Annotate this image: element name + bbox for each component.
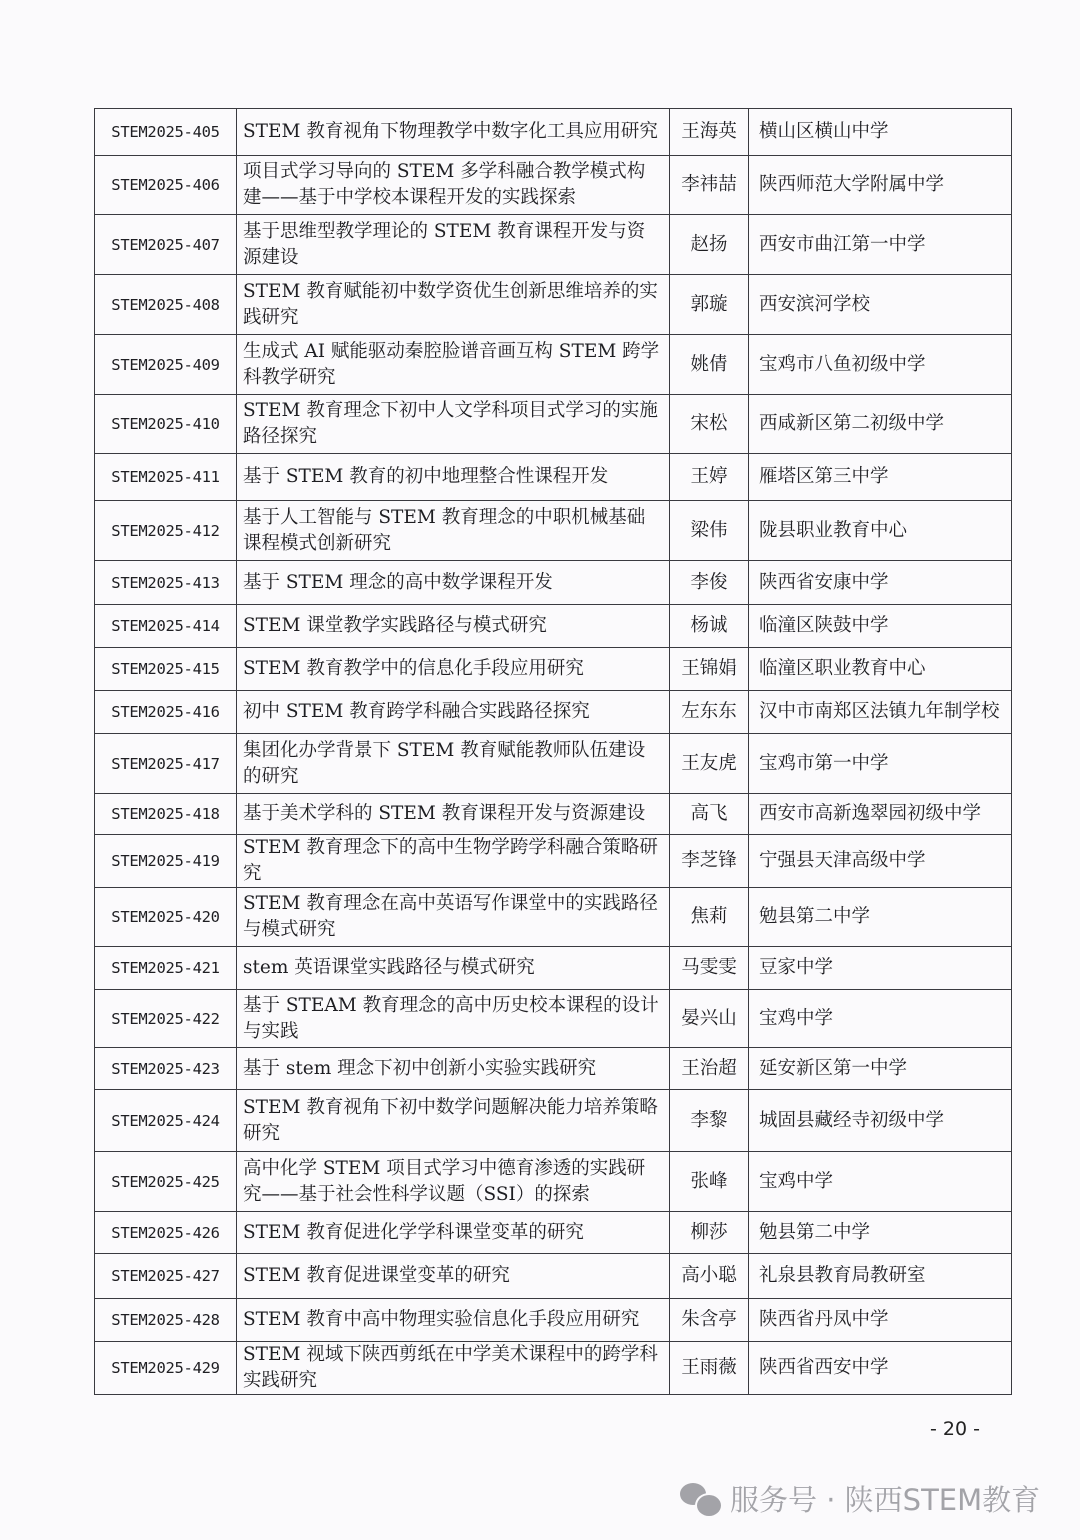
- project-title-cell: 基于 STEM 教育的初中地理整合性课程开发: [237, 454, 670, 501]
- school-cell: 宁强县天津高级中学: [749, 835, 1012, 888]
- project-id-cell: STEM2025-423: [95, 1048, 237, 1090]
- host-name-cell: 郭璇: [670, 275, 749, 335]
- host-name-cell: 李俊: [670, 561, 749, 605]
- school-cell: 宝鸡市八鱼初级中学: [749, 335, 1012, 395]
- school-cell: 临潼区职业教育中心: [749, 648, 1012, 691]
- school-cell: 陕西省西安中学: [749, 1342, 1012, 1395]
- project-title-cell: 初中 STEM 教育跨学科融合实践路径探究: [237, 691, 670, 734]
- host-name-cell: 朱含亭: [670, 1299, 749, 1342]
- project-title-cell: 基于思维型教学理论的 STEM 教育课程开发与资源建设: [237, 215, 670, 275]
- project-id-cell: STEM2025-408: [95, 275, 237, 335]
- table-row: [95, 275, 1012, 335]
- table-row: [95, 1342, 1012, 1395]
- table-row: [95, 648, 1012, 691]
- project-id-cell: STEM2025-417: [95, 734, 237, 794]
- project-id-cell: STEM2025-424: [95, 1090, 237, 1152]
- table-row: [95, 335, 1012, 395]
- table-row: [95, 454, 1012, 501]
- host-name-cell: 高飞: [670, 794, 749, 835]
- school-cell: 宝鸡市第一中学: [749, 734, 1012, 794]
- school-cell: 勉县第二中学: [749, 888, 1012, 947]
- table-row: [95, 156, 1012, 215]
- host-name-cell: 焦莉: [670, 888, 749, 947]
- host-name-cell: 王雨薇: [670, 1342, 749, 1395]
- host-name-cell: 左东东: [670, 691, 749, 734]
- project-title-cell: STEM 教育理念下初中人文学科项目式学习的实施路径探究: [237, 395, 670, 454]
- project-id-cell: STEM2025-405: [95, 109, 237, 156]
- table-row: [95, 835, 1012, 888]
- table-row: [95, 947, 1012, 990]
- table-row: [95, 395, 1012, 454]
- project-title-cell: STEM 教育促进化学学科课堂变革的研究: [237, 1212, 670, 1254]
- table-row: [95, 215, 1012, 275]
- project-id-cell: STEM2025-411: [95, 454, 237, 501]
- school-cell: 陇县职业教育中心: [749, 501, 1012, 561]
- table-row: [95, 109, 1012, 156]
- table-body: [95, 109, 1012, 1395]
- school-cell: 西咸新区第二初级中学: [749, 395, 1012, 454]
- host-name-cell: 宋松: [670, 395, 749, 454]
- project-title-cell: 基于 stem 理念下初中创新小实验实践研究: [237, 1048, 670, 1090]
- project-id-cell: STEM2025-406: [95, 156, 237, 215]
- school-cell: 礼泉县教育局教研室: [749, 1254, 1012, 1299]
- school-cell: 汉中市南郑区法镇九年制学校: [749, 691, 1012, 734]
- school-cell: 陕西省安康中学: [749, 561, 1012, 605]
- host-name-cell: 马雯雯: [670, 947, 749, 990]
- project-title-cell: 基于 STEAM 教育理念的高中历史校本课程的设计与实践: [237, 990, 670, 1048]
- wechat-icon: [680, 1481, 722, 1517]
- host-name-cell: 王锦娟: [670, 648, 749, 691]
- school-cell: 勉县第二中学: [749, 1212, 1012, 1254]
- project-id-cell: STEM2025-420: [95, 888, 237, 947]
- school-cell: 雁塔区第三中学: [749, 454, 1012, 501]
- host-name-cell: 梁伟: [670, 501, 749, 561]
- host-name-cell: 赵扬: [670, 215, 749, 275]
- project-id-cell: STEM2025-413: [95, 561, 237, 605]
- host-name-cell: 晏兴山: [670, 990, 749, 1048]
- school-cell: 宝鸡中学: [749, 990, 1012, 1048]
- project-id-cell: STEM2025-409: [95, 335, 237, 395]
- host-name-cell: 张峰: [670, 1152, 749, 1212]
- school-cell: 西安市高新逸翠园初级中学: [749, 794, 1012, 835]
- table-row: [95, 1212, 1012, 1254]
- table-row: [95, 1299, 1012, 1342]
- school-cell: 陕西师范大学附属中学: [749, 156, 1012, 215]
- host-name-cell: 李黎: [670, 1090, 749, 1152]
- table-row: [95, 1090, 1012, 1152]
- project-id-cell: STEM2025-415: [95, 648, 237, 691]
- project-title-cell: 集团化办学背景下 STEM 教育赋能教师队伍建设的研究: [237, 734, 670, 794]
- project-title-cell: STEM 教育教学中的信息化手段应用研究: [237, 648, 670, 691]
- school-cell: 陕西省丹凤中学: [749, 1299, 1012, 1342]
- watermark: [680, 1478, 1040, 1519]
- project-id-cell: STEM2025-422: [95, 990, 237, 1048]
- host-name-cell: 杨诚: [670, 605, 749, 648]
- host-name-cell: 王治超: [670, 1048, 749, 1090]
- table-row: [95, 501, 1012, 561]
- school-cell: 宝鸡中学: [749, 1152, 1012, 1212]
- project-id-cell: STEM2025-429: [95, 1342, 237, 1395]
- project-title-cell: STEM 教育视角下初中数学问题解决能力培养策略研究: [237, 1090, 670, 1152]
- project-list-table: [94, 108, 1012, 1395]
- host-name-cell: 姚倩: [670, 335, 749, 395]
- host-name-cell: 李芝锋: [670, 835, 749, 888]
- project-title-cell: STEM 教育中高中物理实验信息化手段应用研究: [237, 1299, 670, 1342]
- table-row: [95, 888, 1012, 947]
- project-title-cell: 基于美术学科的 STEM 教育课程开发与资源建设: [237, 794, 670, 835]
- table-row: [95, 990, 1012, 1048]
- project-title-cell: STEM 教育促进课堂变革的研究: [237, 1254, 670, 1299]
- project-id-cell: STEM2025-419: [95, 835, 237, 888]
- project-title-cell: STEM 教育理念在高中英语写作课堂中的实践路径与模式研究: [237, 888, 670, 947]
- project-title-cell: STEM 教育赋能初中数学资优生创新思维培养的实践研究: [237, 275, 670, 335]
- project-id-cell: STEM2025-425: [95, 1152, 237, 1212]
- host-name-cell: 高小聪: [670, 1254, 749, 1299]
- project-id-cell: STEM2025-418: [95, 794, 237, 835]
- school-cell: 豆家中学: [749, 947, 1012, 990]
- project-id-cell: STEM2025-412: [95, 501, 237, 561]
- host-name-cell: 李祎喆: [670, 156, 749, 215]
- page-number: - 20 -: [930, 1418, 980, 1440]
- school-cell: 临潼区陕鼓中学: [749, 605, 1012, 648]
- project-id-cell: STEM2025-414: [95, 605, 237, 648]
- table-row: [95, 1254, 1012, 1299]
- school-cell: 横山区横山中学: [749, 109, 1012, 156]
- project-title-cell: 生成式 AI 赋能驱动秦腔脸谱音画互构 STEM 跨学科教学研究: [237, 335, 670, 395]
- project-id-cell: STEM2025-428: [95, 1299, 237, 1342]
- project-id-cell: STEM2025-427: [95, 1254, 237, 1299]
- table-row: [95, 1048, 1012, 1090]
- watermark-text: 服务号 · 陕西STEM教育: [730, 1483, 1041, 1517]
- project-id-cell: STEM2025-426: [95, 1212, 237, 1254]
- project-id-cell: STEM2025-416: [95, 691, 237, 734]
- project-id-cell: STEM2025-421: [95, 947, 237, 990]
- host-name-cell: 王海英: [670, 109, 749, 156]
- school-cell: 城固县藏经寺初级中学: [749, 1090, 1012, 1152]
- table-row: [95, 794, 1012, 835]
- project-title-cell: stem 英语课堂实践路径与模式研究: [237, 947, 670, 990]
- table-row: [95, 1152, 1012, 1212]
- project-title-cell: STEM 教育理念下的高中生物学跨学科融合策略研究: [237, 835, 670, 888]
- school-cell: 西安滨河学校: [749, 275, 1012, 335]
- host-name-cell: 王婷: [670, 454, 749, 501]
- host-name-cell: 王友虎: [670, 734, 749, 794]
- project-id-cell: STEM2025-407: [95, 215, 237, 275]
- project-title-cell: 高中化学 STEM 项目式学习中德育渗透的实践研究——基于社会性科学议题（SSI）的探索: [237, 1152, 670, 1212]
- table-row: [95, 691, 1012, 734]
- school-cell: 西安市曲江第一中学: [749, 215, 1012, 275]
- project-title-cell: STEM 教育视角下物理教学中数字化工具应用研究: [237, 109, 670, 156]
- table-row: [95, 561, 1012, 605]
- project-title-cell: 基于人工智能与 STEM 教育理念的中职机械基础课程模式创新研究: [237, 501, 670, 561]
- project-title-cell: 项目式学习导向的 STEM 多学科融合教学模式构建——基于中学校本课程开发的实践探索: [237, 156, 670, 215]
- school-cell: 延安新区第一中学: [749, 1048, 1012, 1090]
- host-name-cell: 柳莎: [670, 1212, 749, 1254]
- project-title-cell: STEM 视域下陕西剪纸在中学美术课程中的跨学科实践研究: [237, 1342, 670, 1395]
- table-row: [95, 734, 1012, 794]
- table-row: [95, 605, 1012, 648]
- project-title-cell: STEM 课堂教学实践路径与模式研究: [237, 605, 670, 648]
- project-id-cell: STEM2025-410: [95, 395, 237, 454]
- project-title-cell: 基于 STEM 理念的高中数学课程开发: [237, 561, 670, 605]
